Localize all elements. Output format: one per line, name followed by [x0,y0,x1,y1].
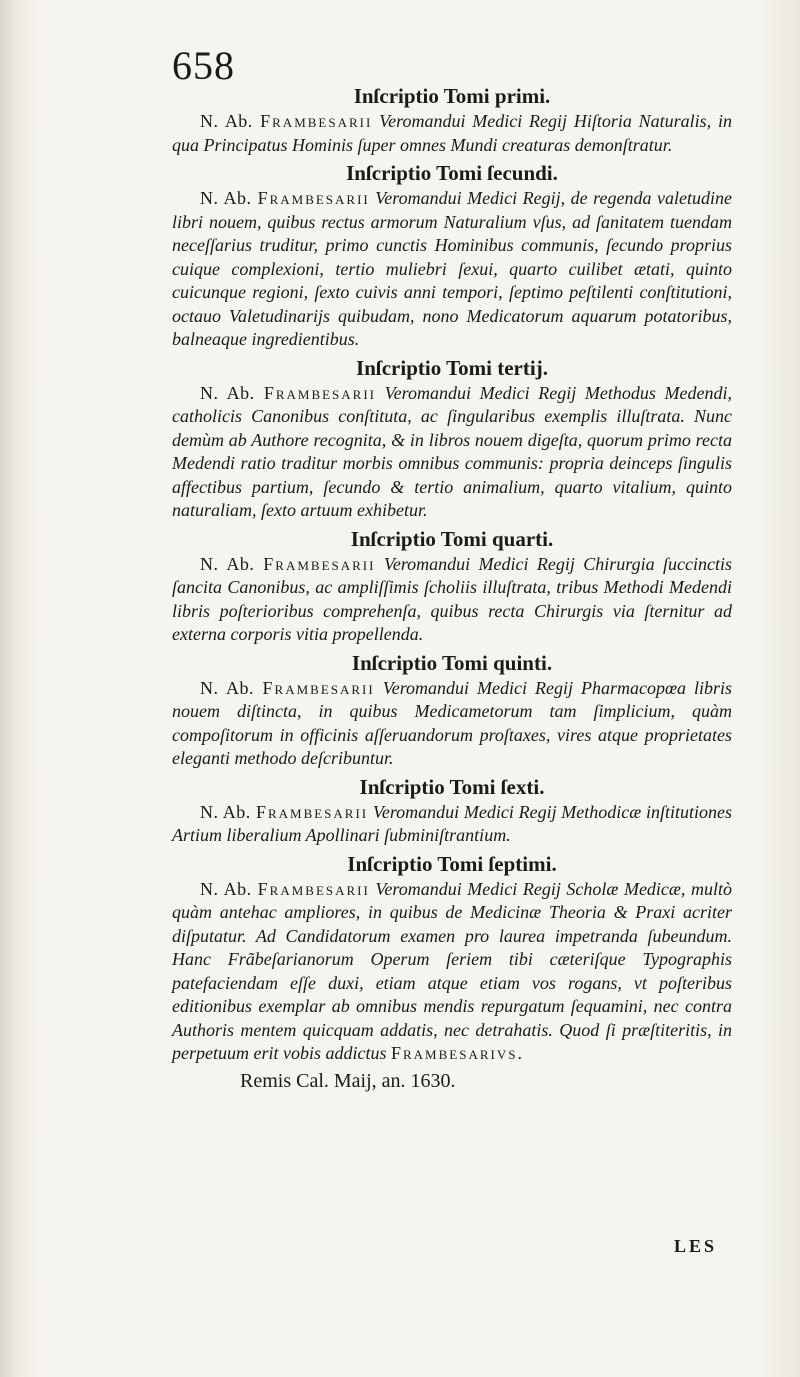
heading-tome-4: Inſcriptio Tomi quarti. [350,526,554,551]
heading-tome-5: Inſcriptio Tomi quinti. [351,650,553,675]
text-5: Veromandui Medici Regij Pharmacopœa libris nouem diſtincta, in quibus Medicametorum tam ſimplicium, quàm compoſitorum in officinis aſſeruandorum proſtaxes, vires atque proprietates eleganti methodo deſcribuntur. [172,677,733,768]
catchword: LES [674,1236,718,1256]
lead-5: N. Ab. [200,677,263,698]
signature: Frambesarivs. [390,1043,524,1063]
heading-tome-6: Inſcriptio Tomi ſexti. [359,774,545,799]
text-3: Veromandui Medici Regij Methodus Medendi, catholicis Canonibus conſtituta, ac ſingularibus exemplis illuſtrata. Nunc demùm ab Authore recognita, & in libros nouem digeſta, quorum primo recta Medendi ratio traditur morbis omnibus communis: propria deinceps ſingulis affectibus partium, ſecundo & tertio animalium, quarto vitalium, quinto naturaliam, ſexto artuum exhibetur. [172,382,733,520]
lead-1: N. Ab. [200,111,261,131]
text-1: Veromandui Medici Regij Hiſtoria Naturalis, in qua Principatus Hominis ſuper omnes Mundi creaturas demonſtratur. [172,111,732,155]
text-4: Veromandui Medici Regij Chirurgia ſuccinctis ſancita Canonibus, ac ampliſſimis ſcholiis illuſtrata, tribus Methodi Medendi libris poſterioribus comprehenſa, quibus recta Chirurgis via ſternitur ad externa corporis vitia propellenda. [172,553,732,644]
heading-tome-1: Inſcriptio Tomi primi. [353,84,551,108]
heading-tome-3: Inſcriptio Tomi tertij. [356,355,548,380]
lead-6: N. Ab. [200,801,256,822]
paragraph-tome-5 [172,677,732,771]
author-4: Frambesarii [263,553,376,574]
author-1: Frambesarii [260,111,373,131]
author-7: Frambesarii [257,878,370,899]
lead-7: N. Ab. [200,878,258,899]
text-7: Veromandui Medici Regij Scholæ Medicæ, multò quàm antehac ampliores, in quibus de Medicinæ Theoria & Praxi acriter diſputatur. Ad Candidatorum examen pro laurea impetranda ſubeundum. Hanc Frãbeſarianorum Operum ſeriem tibi cæteriſque Typographis patefaciendam eſſe duxi, etiam atque etiam vos rogans, vt poſteribus editionibus exemplar ab omnibus mendis repurgatum ſequamini, nec contra Authoris mentem quicquam addatis, nec detrahatis. Quod ſi præſtiteritis, in perpetuum erit vobis addictus [172,878,732,1063]
closing-date: Remis Cal. Maij, an. 1630. [240,1069,456,1092]
heading-tome-2: Inſcriptio Tomi ſecundi. [346,161,558,185]
lead-2: N. Ab. [200,188,258,208]
paragraph-tome-7 [172,878,732,1066]
lead-3: N. Ab. [200,382,264,403]
paragraph-tome-4 [172,553,732,647]
paragraph-tome-2 [172,187,732,352]
text-2: Veromandui Medici Regij, de regenda valetudine libri nouem, quibus rectus armorum Naturalium vſus, ad ſanitatem tuendam neceſſarius truditur, primo cunctis Hominibus communis, ſecundo proprius cuique complexioni, tertio muliebri ſexui, quarto cuilibet ætati, quinto cuicunque regioni, ſexto cuivis anni tempori, ſeptimo peſtilenti conſtitutioni, octauo Valetudinarijs quibudam, nono Medicatorum aquarum potatoribus, balneaque ingredientibus. [172,188,732,349]
page-content [172,82,732,1093]
author-6: Frambesarii [255,801,369,822]
paragraph-tome-3 [172,382,732,523]
lead-4: N. Ab. [200,553,264,574]
author-2: Frambesarii [257,188,370,208]
text-6: Veromandui Medici Regij Methodicæ inſtitutiones Artium liberalium Apollinari ſubminiſtrantium. [172,801,732,845]
paragraph-tome-1 [172,110,732,157]
page-number: 658 [172,43,235,88]
paragraph-tome-6 [172,801,732,848]
author-5: Frambesarii [262,677,375,698]
heading-tome-7: Inſcriptio Tomi ſeptimi. [347,851,557,876]
author-3: Frambesarii [263,382,377,403]
